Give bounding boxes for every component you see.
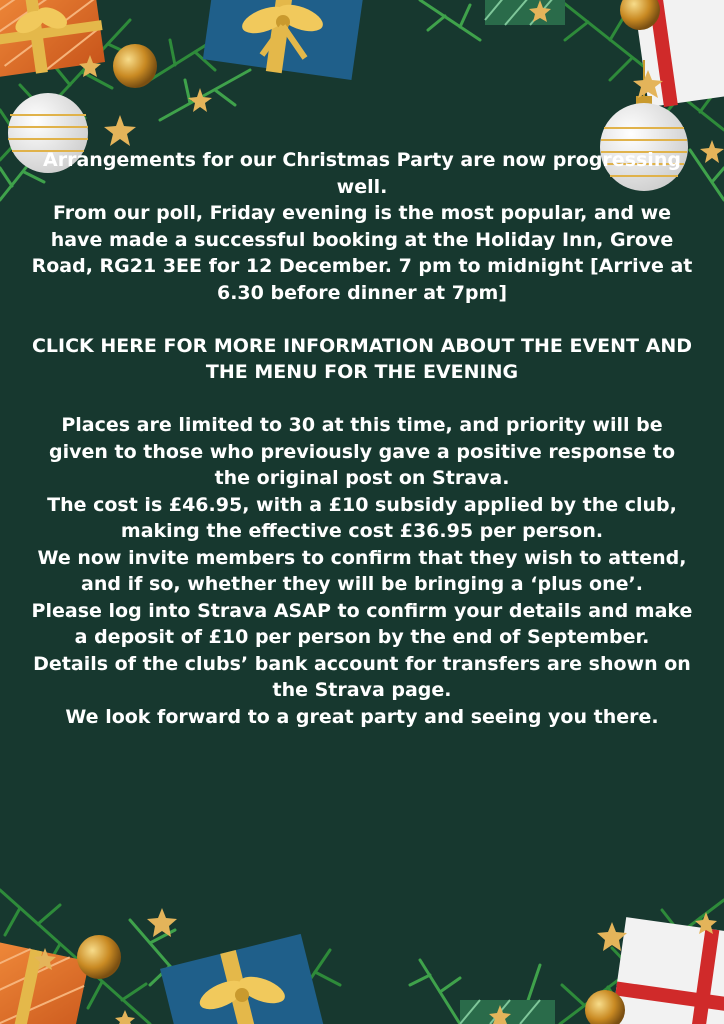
party-notice bbox=[30, 147, 694, 730]
spacer bbox=[30, 306, 694, 333]
closing-text: We look forward to a great party and seeing you there. bbox=[65, 705, 659, 728]
gift-box-white-bottom-right bbox=[611, 917, 724, 1024]
bauble-gold-bottom-left bbox=[77, 935, 121, 979]
bank-details-text: Details of the clubs’ bank account for transfers are shown on the Strava page. bbox=[33, 652, 691, 701]
bauble-gold-top-left bbox=[113, 44, 157, 88]
places-text: Places are limited to 30 at this time, and priority will be given to those who previously gave a positive response to the original post on Strava. bbox=[48, 414, 676, 489]
spacer bbox=[30, 386, 694, 413]
gift-box-blue-bottom bbox=[160, 934, 325, 1024]
gift-box-green-top-right bbox=[485, 0, 565, 25]
login-text: Please log into Strava ASAP to confirm your details and make a deposit of £10 per person by the end of September. bbox=[31, 599, 693, 648]
intro-text: Arrangements for our Christmas Party are now progressing well. bbox=[43, 149, 681, 198]
gift-box-green-bottom bbox=[460, 1000, 555, 1024]
booking-details: From our poll, Friday evening is the most popular, and we have made a successful booking at the Holiday Inn, Grove Road, RG21 3EE for 12 December. 7 pm to midnight [Arrive at 6.30 before dinner at 7pm] bbox=[31, 202, 693, 304]
cost-text: The cost is £46.95, with a £10 subsidy applied by the club, making the effective cost £36.95 per person. bbox=[47, 493, 677, 542]
invite-text: We now invite members to confirm that they wish to attend, and if so, whether they will be bringing a ‘plus one’. bbox=[37, 546, 687, 595]
more-info-link[interactable]: CLICK HERE FOR MORE INFORMATION ABOUT THE EVENT AND THE MENU FOR THE EVENING bbox=[31, 334, 693, 383]
gift-box-blue-top bbox=[203, 0, 363, 80]
